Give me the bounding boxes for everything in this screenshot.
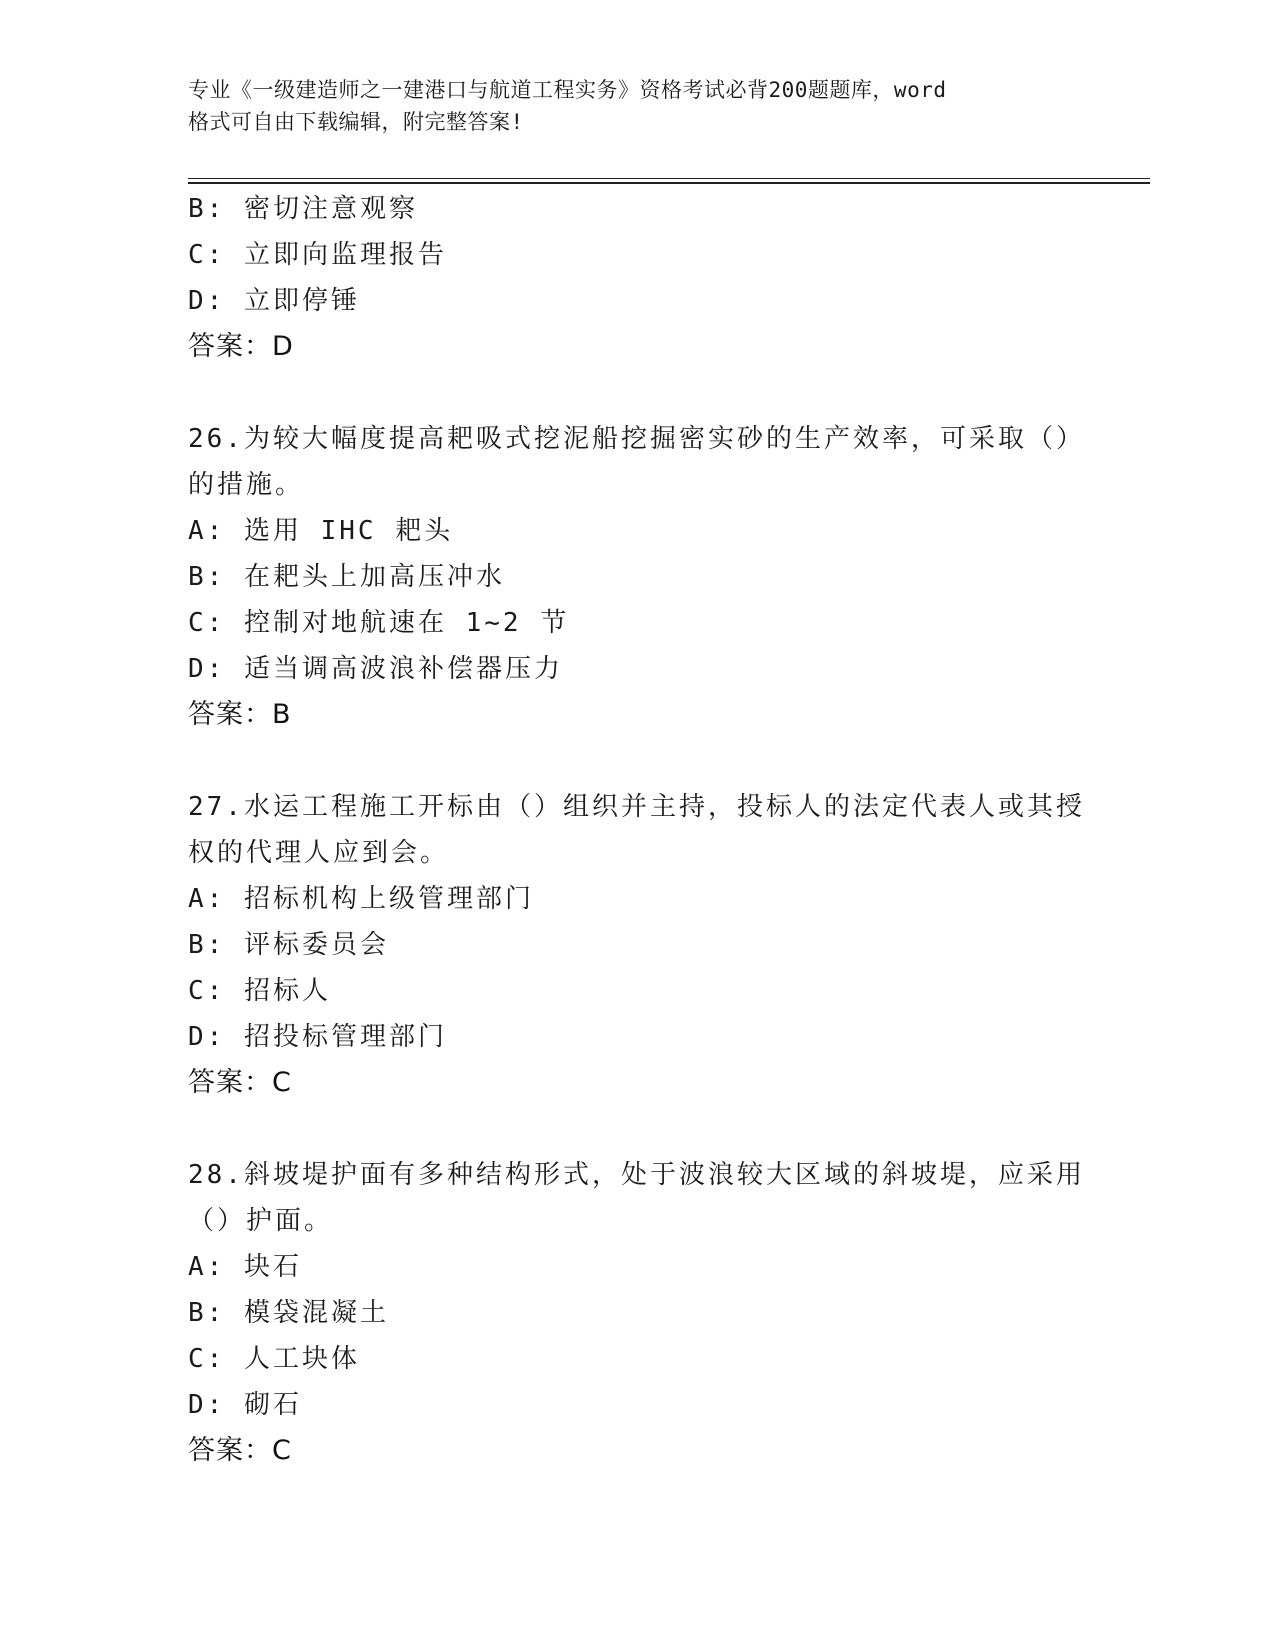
option-d: D: 砌石 — [188, 1390, 302, 1420]
option-c: C: 控制对地航速在 1~2 节 — [188, 608, 570, 638]
option-d: D: 适当调高波浪补偿器压力 — [188, 654, 563, 684]
header-divider-thin — [188, 178, 1150, 179]
option-b: B: 评标委员会 — [188, 930, 389, 960]
question-stem-line: 28.斜坡堤护面有多种结构形式，处于波浪较大区域的斜坡堤，应采用 — [188, 1160, 1085, 1190]
question-26 — [188, 416, 1088, 738]
header-line-1: 专业《一级建造师之一建港口与航道工程实务》资格考试必背200题题库，word — [188, 78, 947, 102]
question-stem-line: 26.为较大幅度提高耙吸式挖泥船挖掘密实砂的生产效率，可采取（） — [188, 424, 1085, 454]
header-divider-thick — [188, 182, 1150, 184]
spacer — [188, 370, 1088, 416]
question-stem-line: 权的代理人应到会。 — [188, 838, 450, 868]
option-c: C: 招标人 — [188, 976, 331, 1006]
question-stem-line: 的措施。 — [188, 470, 305, 500]
header-line-2: 格式可自由下载编辑，附完整答案! — [188, 110, 524, 134]
answer-line: 答案：B — [188, 699, 292, 730]
spacer — [188, 1106, 1088, 1152]
question-25-continued — [188, 186, 1088, 370]
option-a: A: 块石 — [188, 1252, 302, 1282]
option-b: B: 密切注意观察 — [188, 194, 418, 224]
option-c: C: 立即向监理报告 — [188, 240, 447, 270]
option-a: A: 选用 IHC 耙头 — [188, 516, 454, 546]
answer-line: 答案：D — [188, 331, 294, 362]
document-header — [188, 74, 1068, 138]
option-a: A: 招标机构上级管理部门 — [188, 884, 534, 914]
option-b: B: 模袋混凝土 — [188, 1298, 389, 1328]
question-27 — [188, 784, 1088, 1106]
answer-line: 答案：C — [188, 1435, 292, 1466]
option-b: B: 在耙头上加高压冲水 — [188, 562, 505, 592]
answer-line: 答案：C — [188, 1067, 292, 1098]
question-stem-line: 27.水运工程施工开标由（）组织并主持，投标人的法定代表人或其授 — [188, 792, 1085, 822]
question-28 — [188, 1152, 1088, 1474]
question-stem-line: （）护面。 — [188, 1206, 334, 1236]
option-d: D: 招投标管理部门 — [188, 1022, 447, 1052]
spacer — [188, 738, 1088, 784]
option-d: D: 立即停锤 — [188, 286, 360, 316]
question-list — [188, 186, 1088, 1474]
option-c: C: 人工块体 — [188, 1344, 360, 1374]
